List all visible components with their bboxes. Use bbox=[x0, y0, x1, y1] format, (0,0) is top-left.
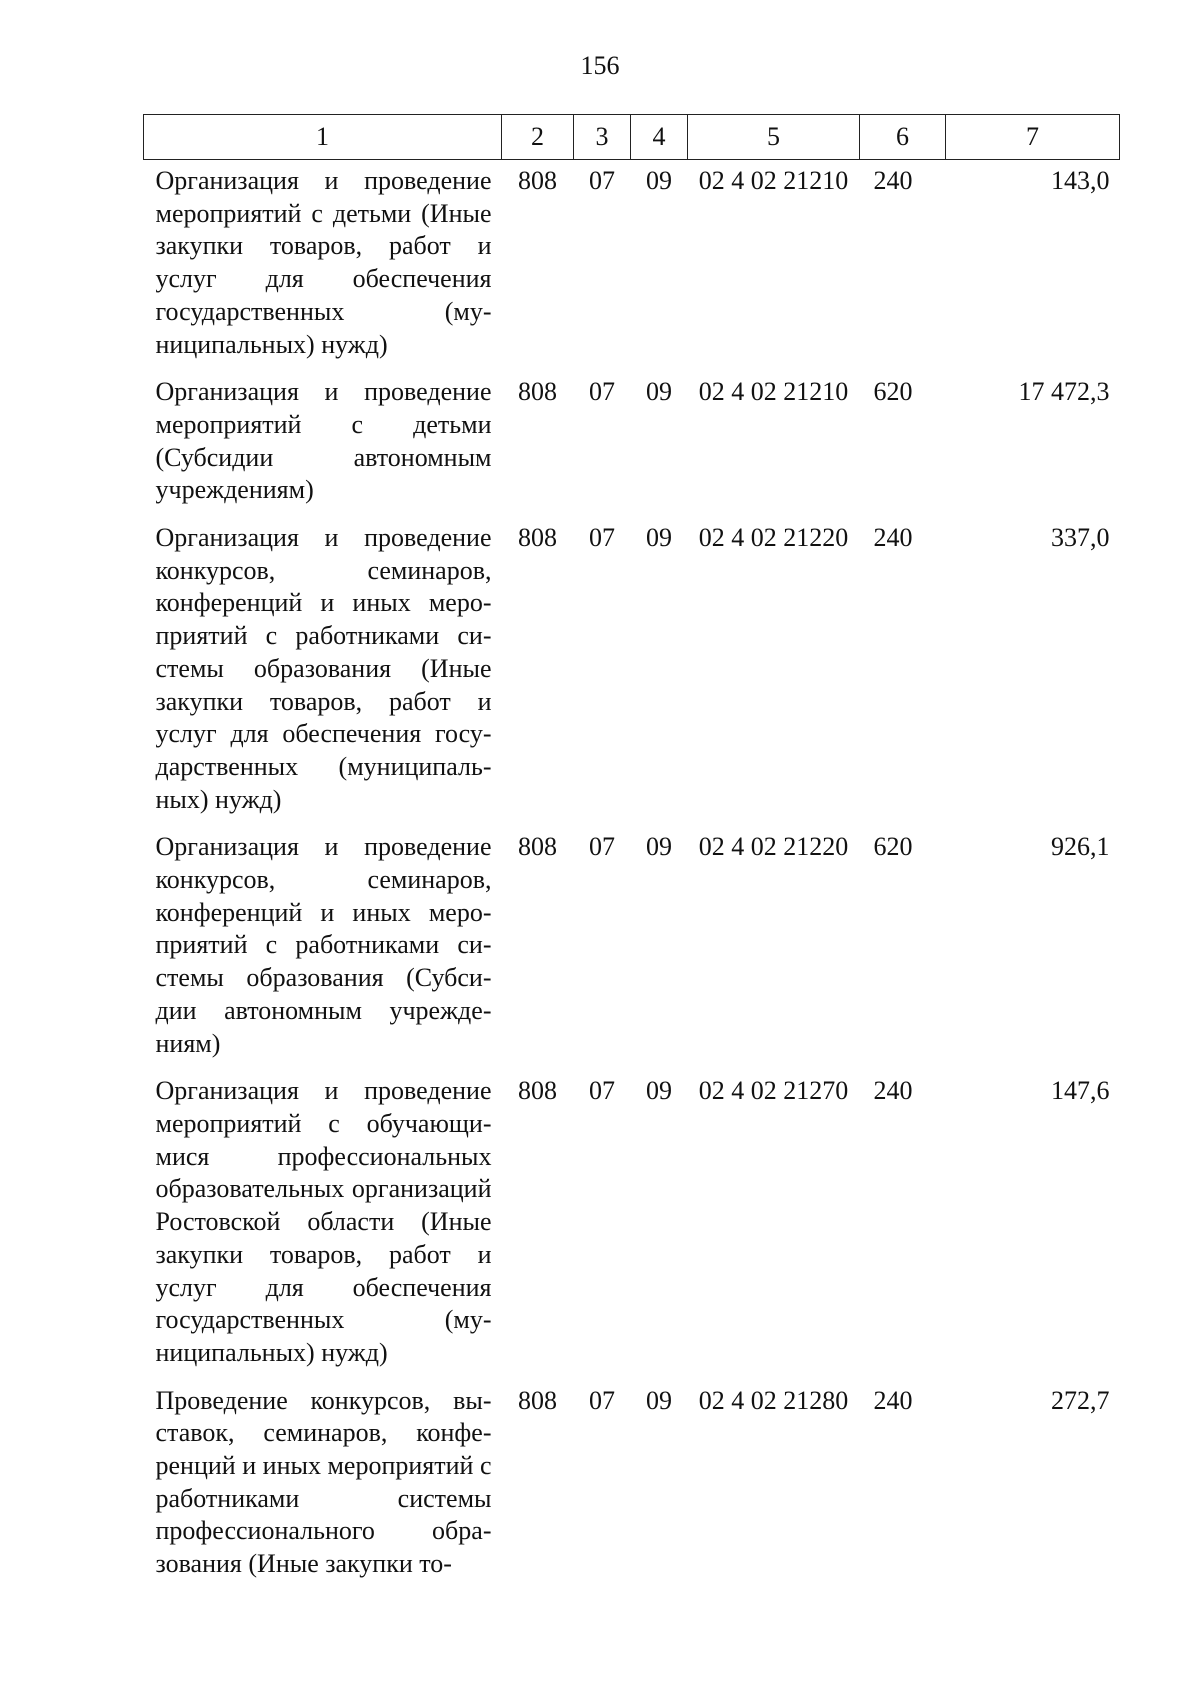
row-ministry-code: 808 bbox=[518, 1076, 557, 1106]
row-section-code: 07 bbox=[589, 166, 615, 195]
header-col-6: 6 bbox=[860, 115, 946, 160]
row-target-code: 02 4 02 21280 bbox=[698, 1385, 849, 1415]
row-amount: 147,6 bbox=[1051, 1076, 1110, 1106]
row-ministry-code: 808 bbox=[518, 377, 557, 407]
row-expense-type-code: 240 bbox=[873, 166, 913, 195]
table-row bbox=[144, 372, 1120, 518]
row-expense-type-code: 620 bbox=[873, 832, 913, 862]
row-ministry-code: 808 bbox=[518, 832, 557, 862]
row-subsection-code: 09 bbox=[646, 1076, 672, 1106]
row-name: Организация и проведение конкурсов, семинаров, конференций и иных мероприятий с работниками системы образования (Субсидии автономным учреждениям) bbox=[155, 832, 492, 1058]
table-row bbox=[144, 827, 1120, 1071]
row-section-code: 07 bbox=[589, 377, 615, 407]
budget-table bbox=[143, 114, 1120, 1592]
table-row bbox=[144, 1071, 1120, 1380]
table-body bbox=[144, 160, 1120, 1592]
row-expense-type-code: 240 bbox=[873, 1076, 913, 1106]
row-target-code: 02 4 02 21210 bbox=[698, 377, 849, 407]
header-col-5: 5 bbox=[688, 115, 860, 160]
page-number: 156 bbox=[580, 51, 620, 80]
table-row bbox=[144, 160, 1120, 373]
row-target-code: 02 4 02 21220 bbox=[698, 523, 849, 553]
row-target-code: 02 4 02 21220 bbox=[698, 832, 849, 862]
row-expense-type-code: 620 bbox=[873, 377, 913, 407]
row-target-code: 02 4 02 21270 bbox=[698, 1076, 849, 1106]
row-subsection-code: 09 bbox=[646, 1385, 672, 1415]
header-col-1: 1 bbox=[144, 115, 502, 160]
table-row bbox=[144, 518, 1120, 827]
row-name: Организация и проведение конкурсов, семинаров, конференций и иных мероприятий с работниками системы образования (Иные закупки товаров, работ и услуг для обеспечения государственных (муниципальных) нужд) bbox=[155, 523, 492, 814]
row-name: Организация и проведение мероприятий с детьми (Иные закупки товаров, работ и услуг для обеспечения государственных (муниципальных) нужд) bbox=[155, 166, 492, 359]
row-subsection-code: 09 bbox=[646, 377, 672, 407]
row-name: Проведение конкурсов, выставок, семинаров, конференций и иных мероприятий с работниками системы профессионального образования (Иные закупки то- bbox=[155, 1385, 492, 1579]
table-header bbox=[144, 115, 1120, 160]
row-amount: 17 472,3 bbox=[1018, 377, 1110, 407]
header-col-7: 7 bbox=[946, 115, 1120, 160]
row-target-code: 02 4 02 21210 bbox=[698, 166, 849, 195]
row-section-code: 07 bbox=[589, 832, 615, 862]
row-ministry-code: 808 bbox=[518, 1385, 557, 1415]
header-col-4: 4 bbox=[631, 115, 688, 160]
row-expense-type-code: 240 bbox=[873, 1385, 913, 1415]
header-row bbox=[144, 115, 1120, 160]
row-ministry-code: 808 bbox=[518, 166, 557, 195]
row-ministry-code: 808 bbox=[518, 523, 557, 553]
header-col-2: 2 bbox=[502, 115, 574, 160]
row-subsection-code: 09 bbox=[646, 166, 672, 195]
row-amount: 272,7 bbox=[1051, 1385, 1110, 1415]
row-name: Организация и проведение мероприятий с обучающимися профессиональных образовательных организаций Ростовской области (Иные закупки товаров, работ и услуг для обеспечения государственных (муниципальных) нужд) bbox=[155, 1076, 492, 1367]
row-amount: 143,0 bbox=[1051, 166, 1110, 195]
row-section-code: 07 bbox=[589, 523, 615, 553]
row-expense-type-code: 240 bbox=[873, 523, 913, 553]
row-subsection-code: 09 bbox=[646, 523, 672, 553]
row-section-code: 07 bbox=[589, 1076, 615, 1106]
row-amount: 926,1 bbox=[1051, 832, 1110, 862]
row-name: Организация и проведение мероприятий с детьми (Субсидии автономным учреждениям) bbox=[155, 377, 492, 505]
header-col-3: 3 bbox=[574, 115, 631, 160]
row-section-code: 07 bbox=[589, 1385, 615, 1415]
row-amount: 337,0 bbox=[1051, 523, 1110, 553]
table-row bbox=[144, 1381, 1120, 1592]
row-subsection-code: 09 bbox=[646, 832, 672, 862]
